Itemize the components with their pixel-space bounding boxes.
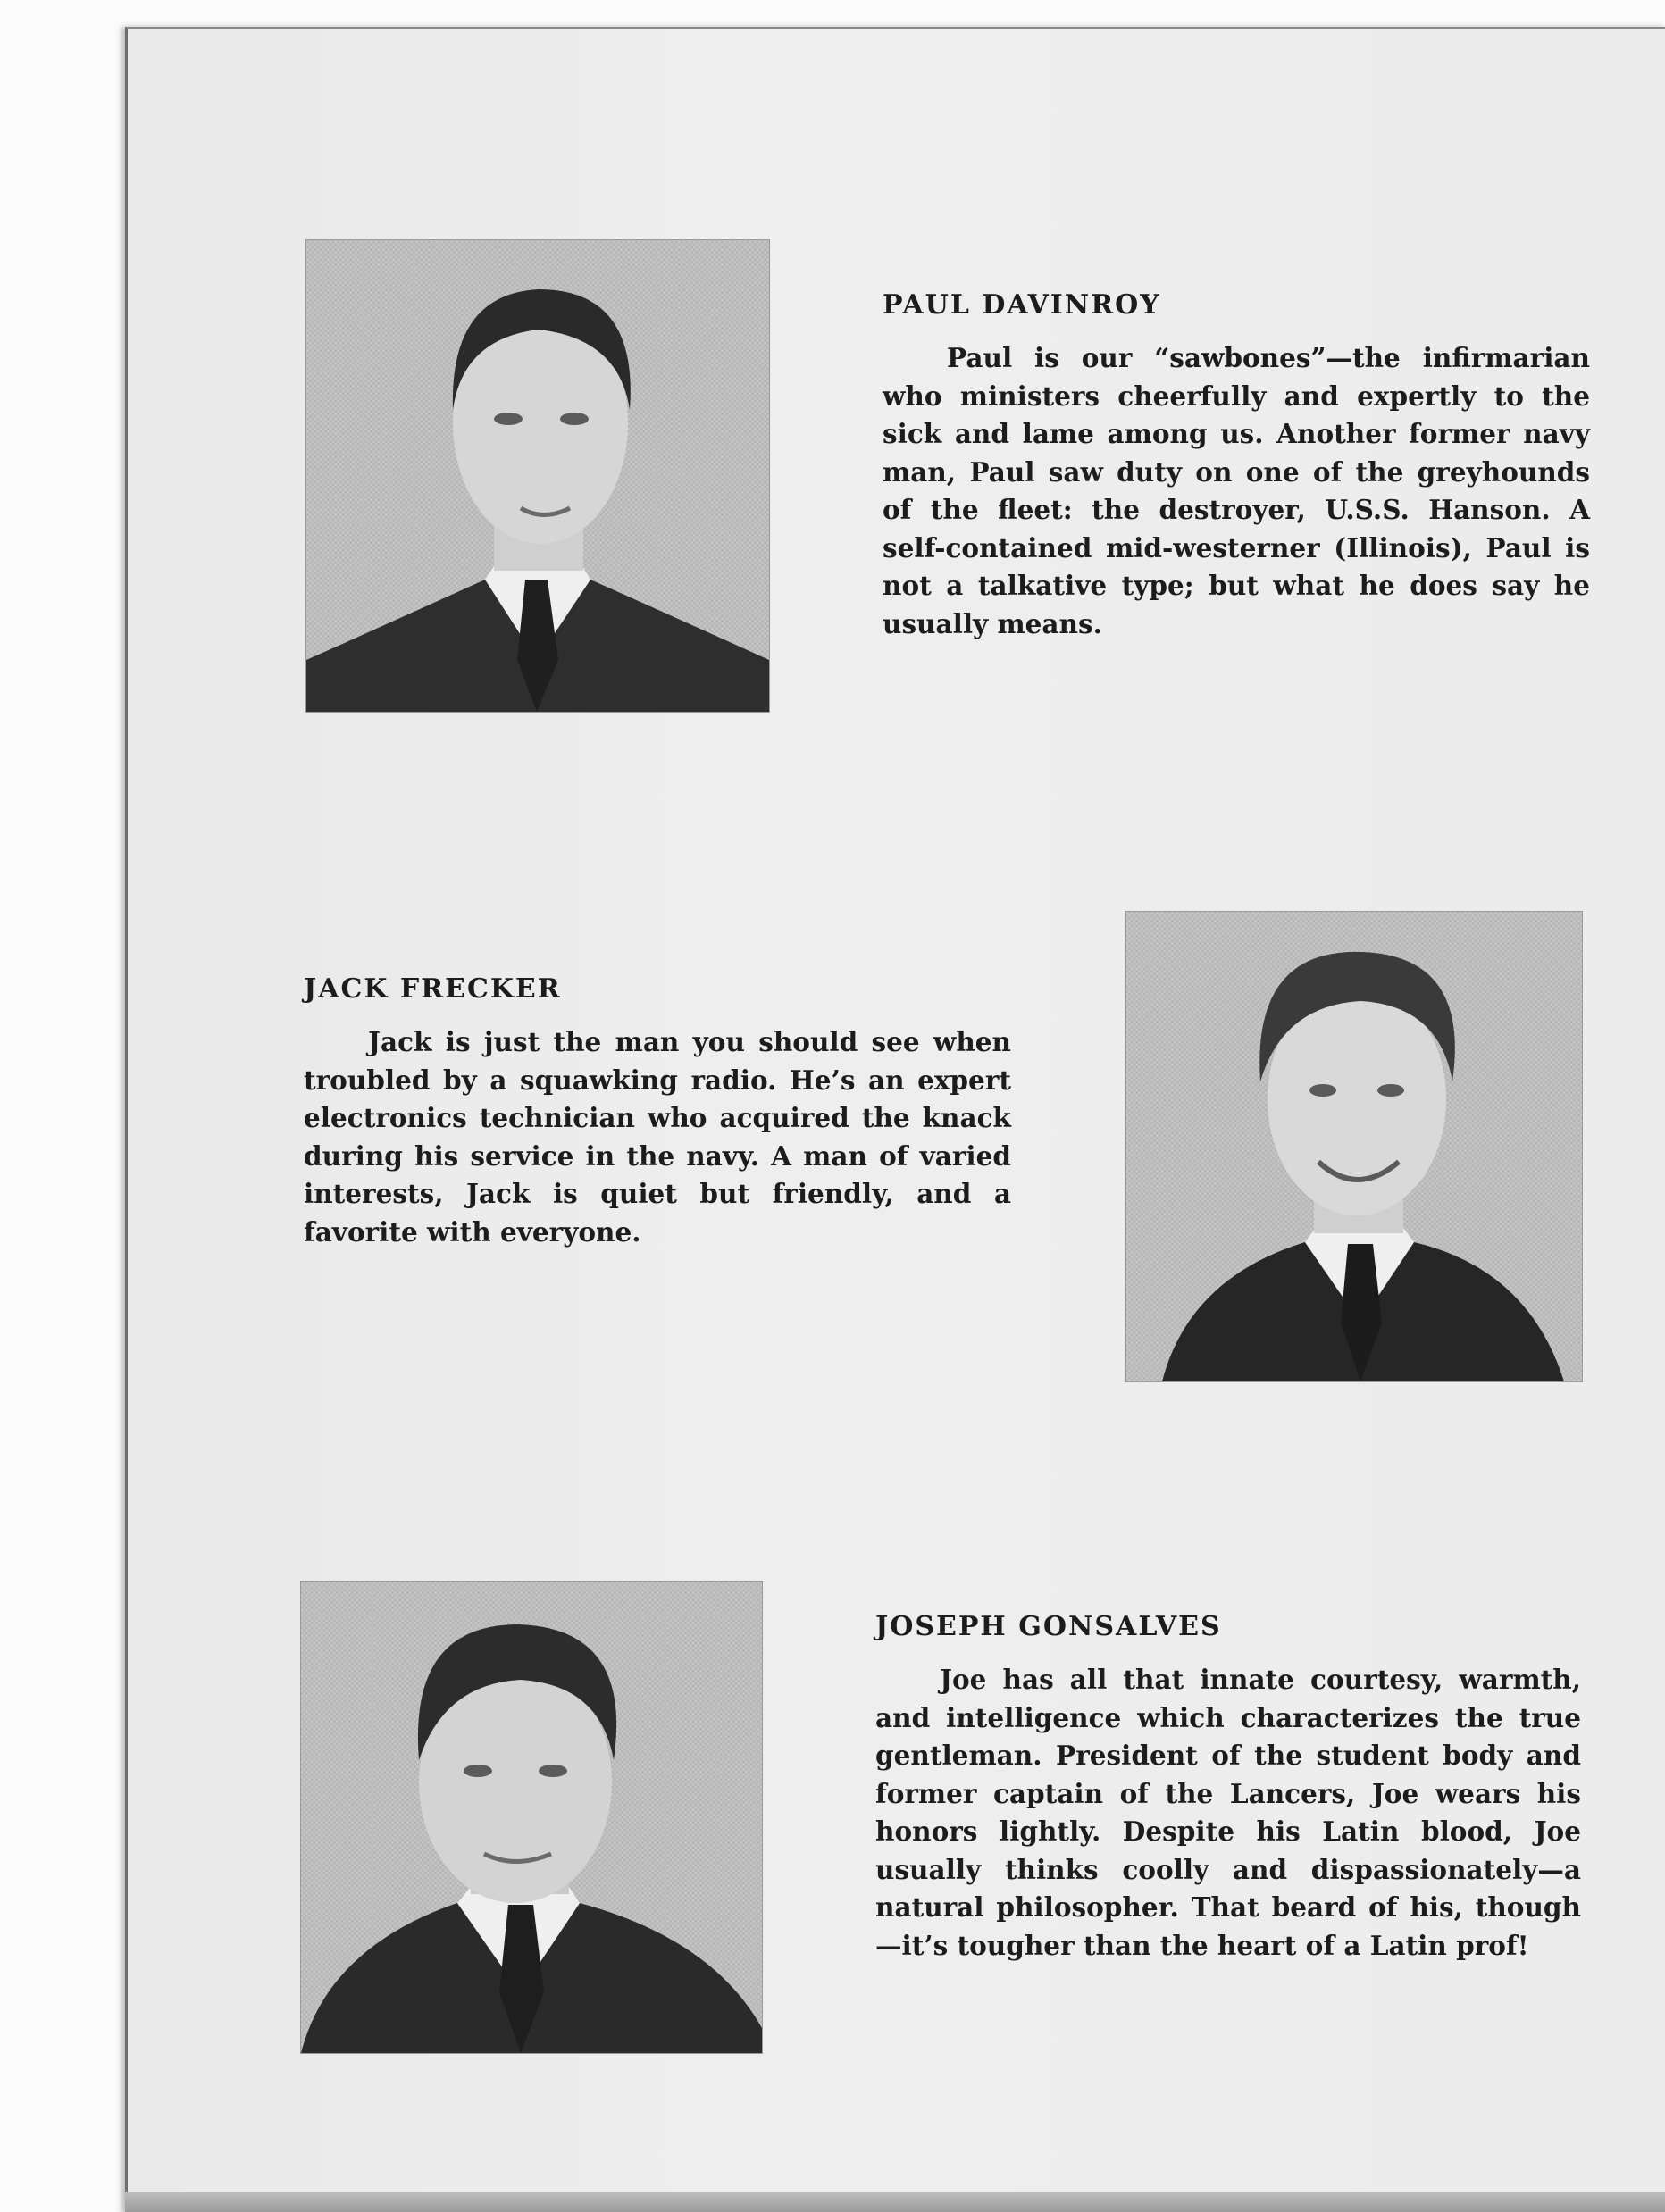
portrait-photo-paul-davinroy: [305, 239, 770, 713]
profile-name: JACK FRECKER: [304, 973, 562, 1005]
profile-bio: Paul is our “sawbones”—the infirmarian who ministers cheerfully and expertly to the sick and lame among us. Another former navy man, Paul saw duty on one of the greyhounds of the fleet: the destroyer, U.S.S. Hanson. A self-contained mid-westerner (Illinois), Paul is not a talkative type; but what he does say he usually means.: [883, 342, 1590, 639]
profile-name: JOSEPH GONSALVES: [875, 1611, 1222, 1642]
profile-joseph-gonsalves: [875, 1609, 1581, 1965]
profile-bio: Joe has all that innate courtesy, warmth, and intelligence which characterizes the true gentleman. President of the student body and former captain of the Lancers, Joe wears his honors lightly. Despite his Latin blood, Joe usually thinks coolly and dispassionately—a natural philosopher. That beard of his, though—it’s tougher than the heart of a Latin prof!: [875, 1664, 1581, 1961]
profile-paul-davinroy: [883, 288, 1590, 643]
profile-jack-frecker: [304, 972, 1011, 1251]
portrait-photo-joseph-gonsalves: [300, 1581, 763, 2054]
page-bottom-edge: [125, 2192, 1665, 2212]
profile-bio: Jack is just the man you should see when troubled by a squawking radio. He’s an expert electronics technician who acquired the knack during his service in the navy. A man of varied interests, Jack is quiet but friendly, and a favorite with everyone.: [304, 1026, 1011, 1248]
profile-name: PAUL DAVINROY: [883, 289, 1161, 321]
portrait-photo-jack-frecker: [1125, 911, 1583, 1382]
